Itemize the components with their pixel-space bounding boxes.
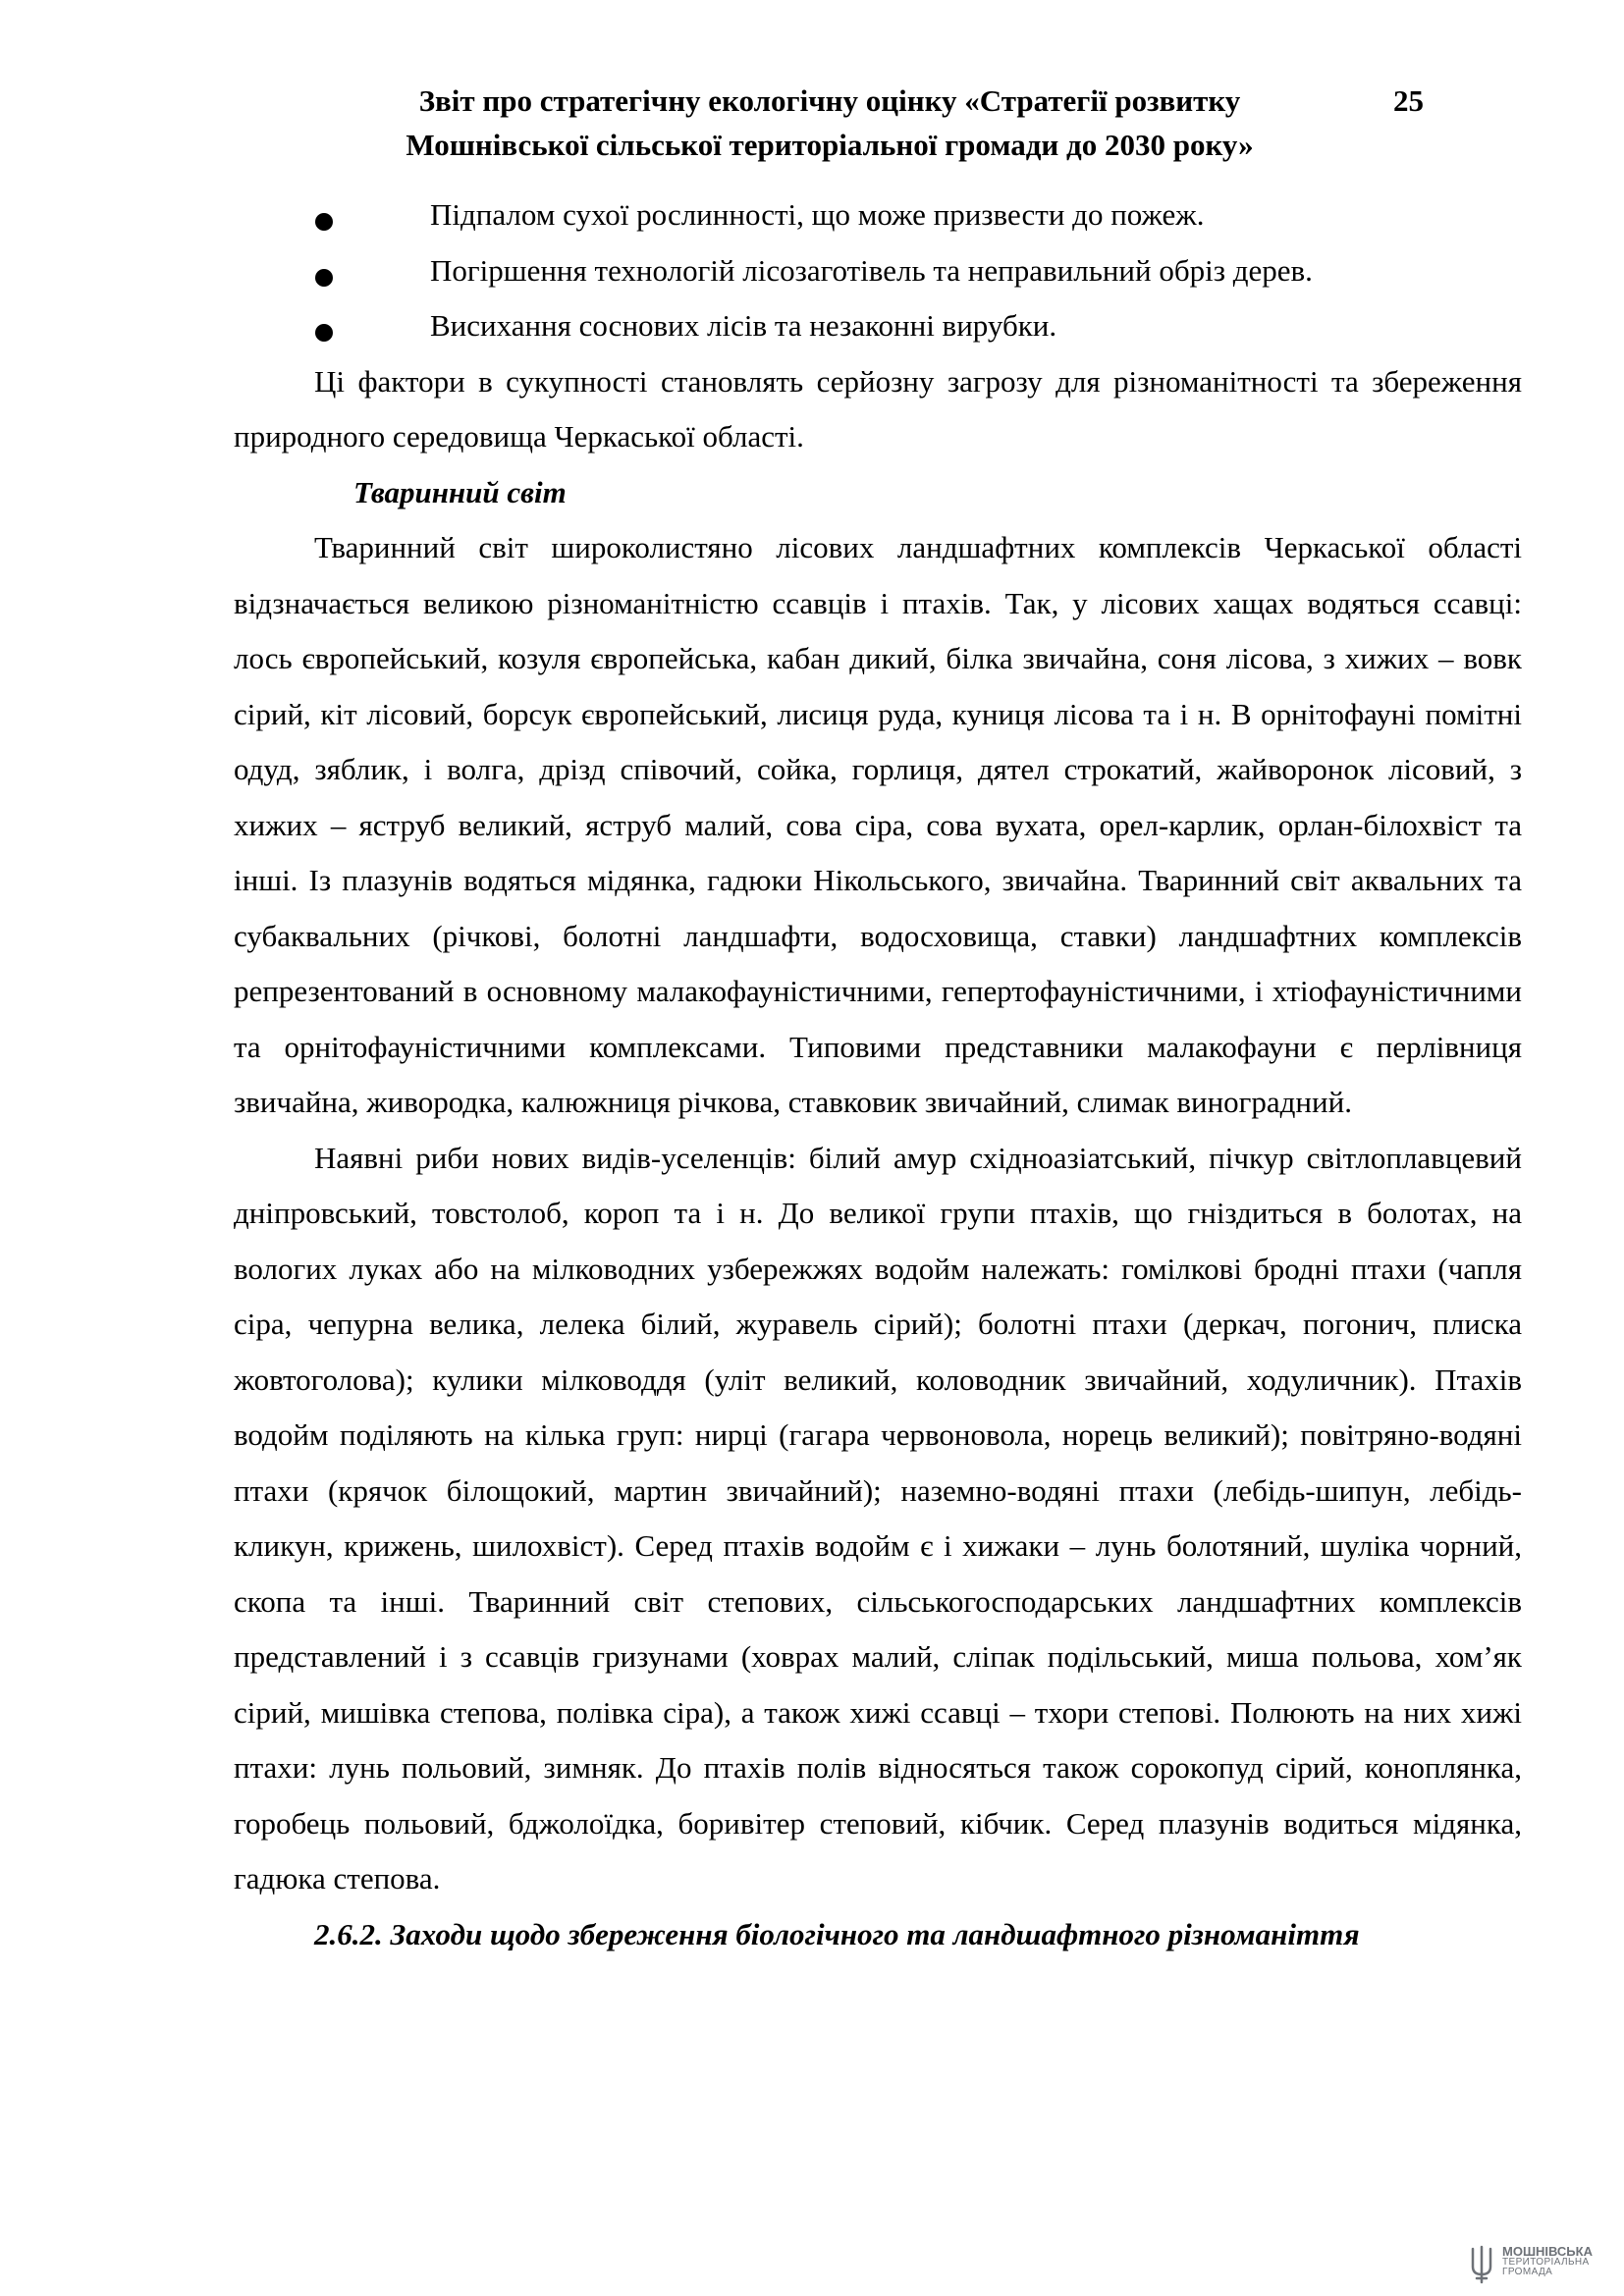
subheading-fauna: Тваринний світ	[353, 474, 567, 509]
paragraph-fauna-2: Наявні риби нових видів-уселенців: білий амур східноазіатський, пічкур світлоплавцевий дніпровський, товстолоб, короп та і н. До великої групи птахів, що гніздиться в болотах, на вологих луках або на мілководних узбережжях водойм належать: гомілкові бродні птахи (чапля сіра, чепурна велика, лелека білий, журавель сірий); болотні птахи (деркач, погонич, плиска жовтоголова); кулики мілководдя (уліт великий, коловодник звичайний, ходуличник). Птахів водойм поділяють на кілька груп: нирці (гагара червоновола, норець великий); повітряно-водяні птахи (крячок білощокий, мартин звичайний); наземно-водяні птахи (лебідь-шипун, лебідь-кликун, крижень, шилохвіст). Серед птахів водойм є і хижаки – лунь болотяний, шуліка чорний, скопа та інші. Тваринний світ степових, сільськогосподарських ландшафтних комплексів представлений і з ссавців гризунами (ховрах малий, сліпак подільський, миша польова, хом’як сірий, мишівка степова, полівка сіра), а також хижі ссавці – тхори степові. Полюють на них хижі птахи: лунь польовий, зимняк. До птахів полів відносяться також сорокопуд сірий, коноплянка, горобець польовий, бджолоїдка, боривітер степовий, кібчик. Серед плазунів водиться мідянка, гадюка степова.	[234, 1140, 1522, 1896]
bullet-icon	[315, 269, 333, 287]
logo-line2: ТЕРИТОРІАЛЬНА	[1502, 2257, 1590, 2268]
bullet-icon	[315, 213, 333, 231]
document-title	[295, 79, 1365, 167]
logo-line1: МОШНІВСЬКА	[1502, 2244, 1593, 2259]
bullet-item	[234, 298, 1522, 354]
page-number: 25	[1393, 83, 1424, 118]
bullet-icon	[315, 324, 333, 342]
trident-icon	[1467, 2245, 1496, 2284]
bullet-item	[234, 243, 1522, 299]
page-header	[295, 79, 1424, 167]
document-title-line1: Звіт про стратегічну екологічну оцінку «Стратегії розвитку	[418, 83, 1241, 118]
bullet-item	[234, 187, 1522, 243]
section-heading: 2.6.2. Заходи щодо збереження біологічного та ландшафтного різноманіття	[314, 1916, 1360, 1951]
logo-text	[1502, 2245, 1593, 2277]
document-title-line2: Мошнівської сільської територіальної громади до 2030 року»	[406, 128, 1254, 162]
bullet-text: Погіршення технологій лісозаготівель та неправильний обріз дерев.	[430, 252, 1313, 288]
paragraph-factors: Ці фактори в сукупності становлять серйозну загрозу для різноманітності та збереження природного середовища Черкаської області.	[234, 363, 1522, 454]
logo-line3: ГРОМАДА	[1502, 2267, 1553, 2277]
bullet-text: Підпалом сухої рослинності, що може призвести до пожеж.	[430, 197, 1205, 232]
community-logo	[1467, 2243, 1614, 2286]
page-body	[234, 187, 1522, 1962]
paragraph-fauna-1: Тваринний світ широколистяно лісових ландшафтних комплексів Черкаської області відзначається великою різноманітністю ссавців і птахів. Так, у лісових хащах водяться ссавці: лось європейський, козуля європейська, кабан дикий, білка звичайна, соня лісова, з хижих – вовк сірий, кіт лісовий, борсук європейський, лисиця руда, куниця лісова та і н. В орнітофауні помітні одуд, зяблик, і волга, дрізд співочий, сойка, горлиця, дятел строкатий, жайворонок лісовий, з хижих – яструб великий, яструб малий, сова сіра, сова вухата, орел-карлик, орлан-білохвіст та інші. Із плазунів водяться мідянка, гадюки Нікольського, звичайна. Тваринний світ аквальних та субаквальних (річкові, болотні ландшафти, водосховища, ставки) ландшафтних комплексів репрезентований в основному малакофауністичними, гепертофауністичними, і хтіофауністичними та орнітофауністичними комплексами. Типовими представники малакофауни є перлівниця звичайна, живородка, калюжниця річкова, ставковик звичайний, слимак виноградний.	[234, 530, 1522, 1119]
bullet-text: Висихання соснових лісів та незаконні вирубки.	[430, 308, 1057, 343]
